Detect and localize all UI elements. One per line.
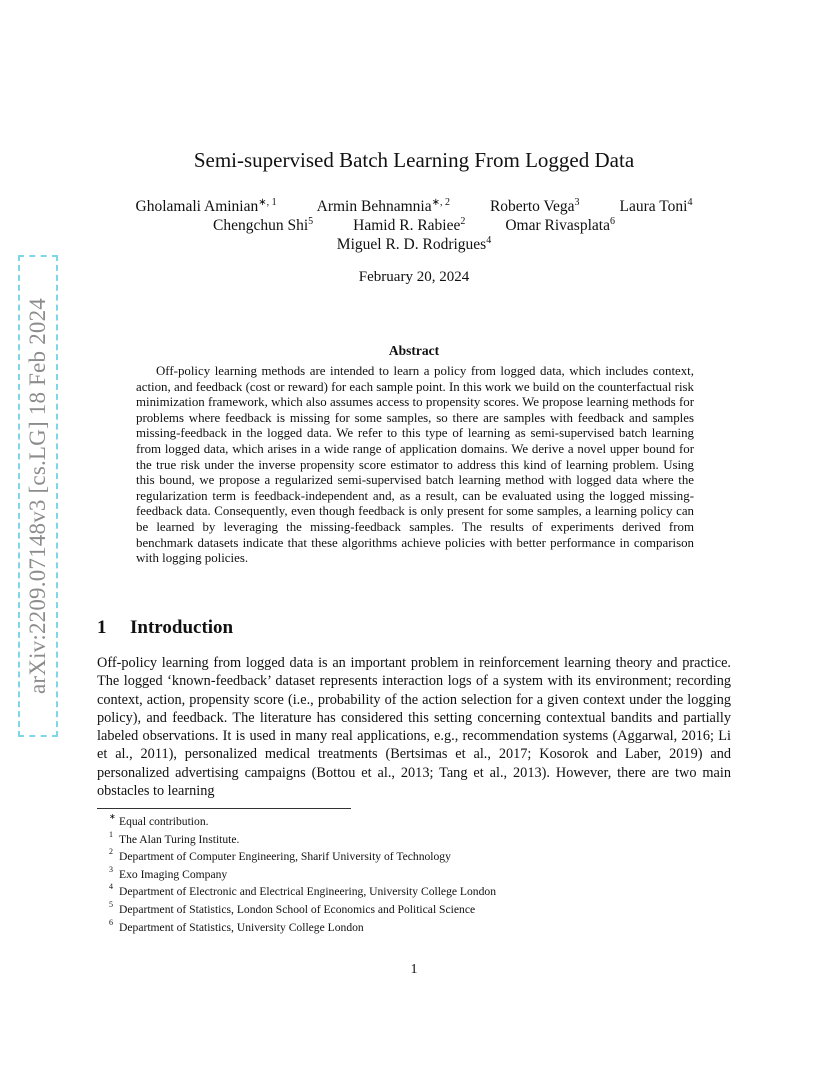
footnote: ∗ Equal contribution. <box>109 812 209 828</box>
footnote: 6 Department of Statistics, University College London <box>109 917 364 934</box>
footnotes <box>109 812 712 936</box>
abstract-text: Off-policy learning methods are intended to learn a policy from logged data, which includes context, action, and feedback (cost or reward) for each sample point. In this work we build on the counterfactual risk minimization framework, which also assumes access to propensity scores. We propose learning methods for problems where feedback is missing for some samples, so there are samples with feedback and samples missing-feedback in the logged data. We refer to this type of learning as semi-supervised batch learning from logged data, which arises in a wide range of application domains. We derive a novel upper bound for the true risk under the inverse propensity score estimator to address this kind of learning problem. Using this bound, we propose a regularized semi-supervised batch learning method with logged data where the regularization term is feedback-independent and, as a result, can be evaluated using the logged missing-feedback data. Consequently, even though feedback is only present for some samples, a learning policy can be learned by leveraging the missing-feedback samples. The results of experiments derived from benchmark datasets indicate that these algorithms achieve policies with better performance in comparison with logging policies. <box>136 364 694 566</box>
section-number: 1 <box>97 617 107 638</box>
abstract-heading: Abstract <box>388 343 440 358</box>
author: Roberto Vega$^3$ <box>489 196 580 215</box>
section-title: Introduction <box>130 617 234 638</box>
footnote: 4 Department of Electronic and Electrical Engineering, University College London <box>109 882 496 899</box>
section-heading <box>97 617 233 639</box>
author: Armin Behnamnia$^{∗, 2}$ <box>316 196 450 215</box>
author: Gholamali Aminian$^{∗, 1}$ <box>135 196 277 215</box>
paper-title: Semi-supervised Batch Learning From Logged Data <box>193 148 635 172</box>
author-row-1 <box>0 198 828 216</box>
author-row-2 <box>0 217 828 235</box>
author: Chengchun Shi$^5$ <box>213 215 314 234</box>
footnote: 1 The Alan Turing Institute. <box>109 829 240 846</box>
author: Laura Toni$^4$ <box>619 196 693 215</box>
author: Omar Rivasplata$^6$ <box>505 215 615 234</box>
introduction-paragraph: Off-policy learning from logged data is an important problem in reinforcement learning theory and practice. The logged ‘known-feedback’ dataset represents interaction logs of a system with its environment; recording context, action, propensity score (i.e., probability of the action selection for a given context under the logging policy), and feedback. The literature has considered this setting concerning contextual bandits and partially labeled observations. It is used in many real applications, e.g., recommendation systems (Aggarwal, 2016; Li et al., 2011), personalized medical treatments (Bertsimas et al., 2017; Kosorok and Laber, 2019) and personalized advertising campaigns (Bottou et al., 2013; Tang et al., 2013). However, there are two main obstacles to learning <box>97 655 731 800</box>
author: Miguel R. D. Rodrigues$^4$ <box>336 234 492 253</box>
footnote: 2 Department of Computer Engineering, Sharif University of Technology <box>109 847 451 864</box>
author: Hamid R. Rabiee$^2$ <box>353 215 466 234</box>
publication-date: February 20, 2024 <box>358 269 470 285</box>
footnote-divider <box>97 808 351 809</box>
page-number: 1 <box>410 962 418 977</box>
arxiv-identifier-text: arXiv:2209.07148v3 [cs.LG] 18 Feb 2024 <box>25 298 50 694</box>
footnote: 3 Exo Imaging Company <box>109 864 228 881</box>
arxiv-identifier-stamp <box>18 255 58 737</box>
footnote: 5 Department of Statistics, London School of Economics and Political Science <box>109 899 476 916</box>
author-row-3 <box>0 236 828 254</box>
